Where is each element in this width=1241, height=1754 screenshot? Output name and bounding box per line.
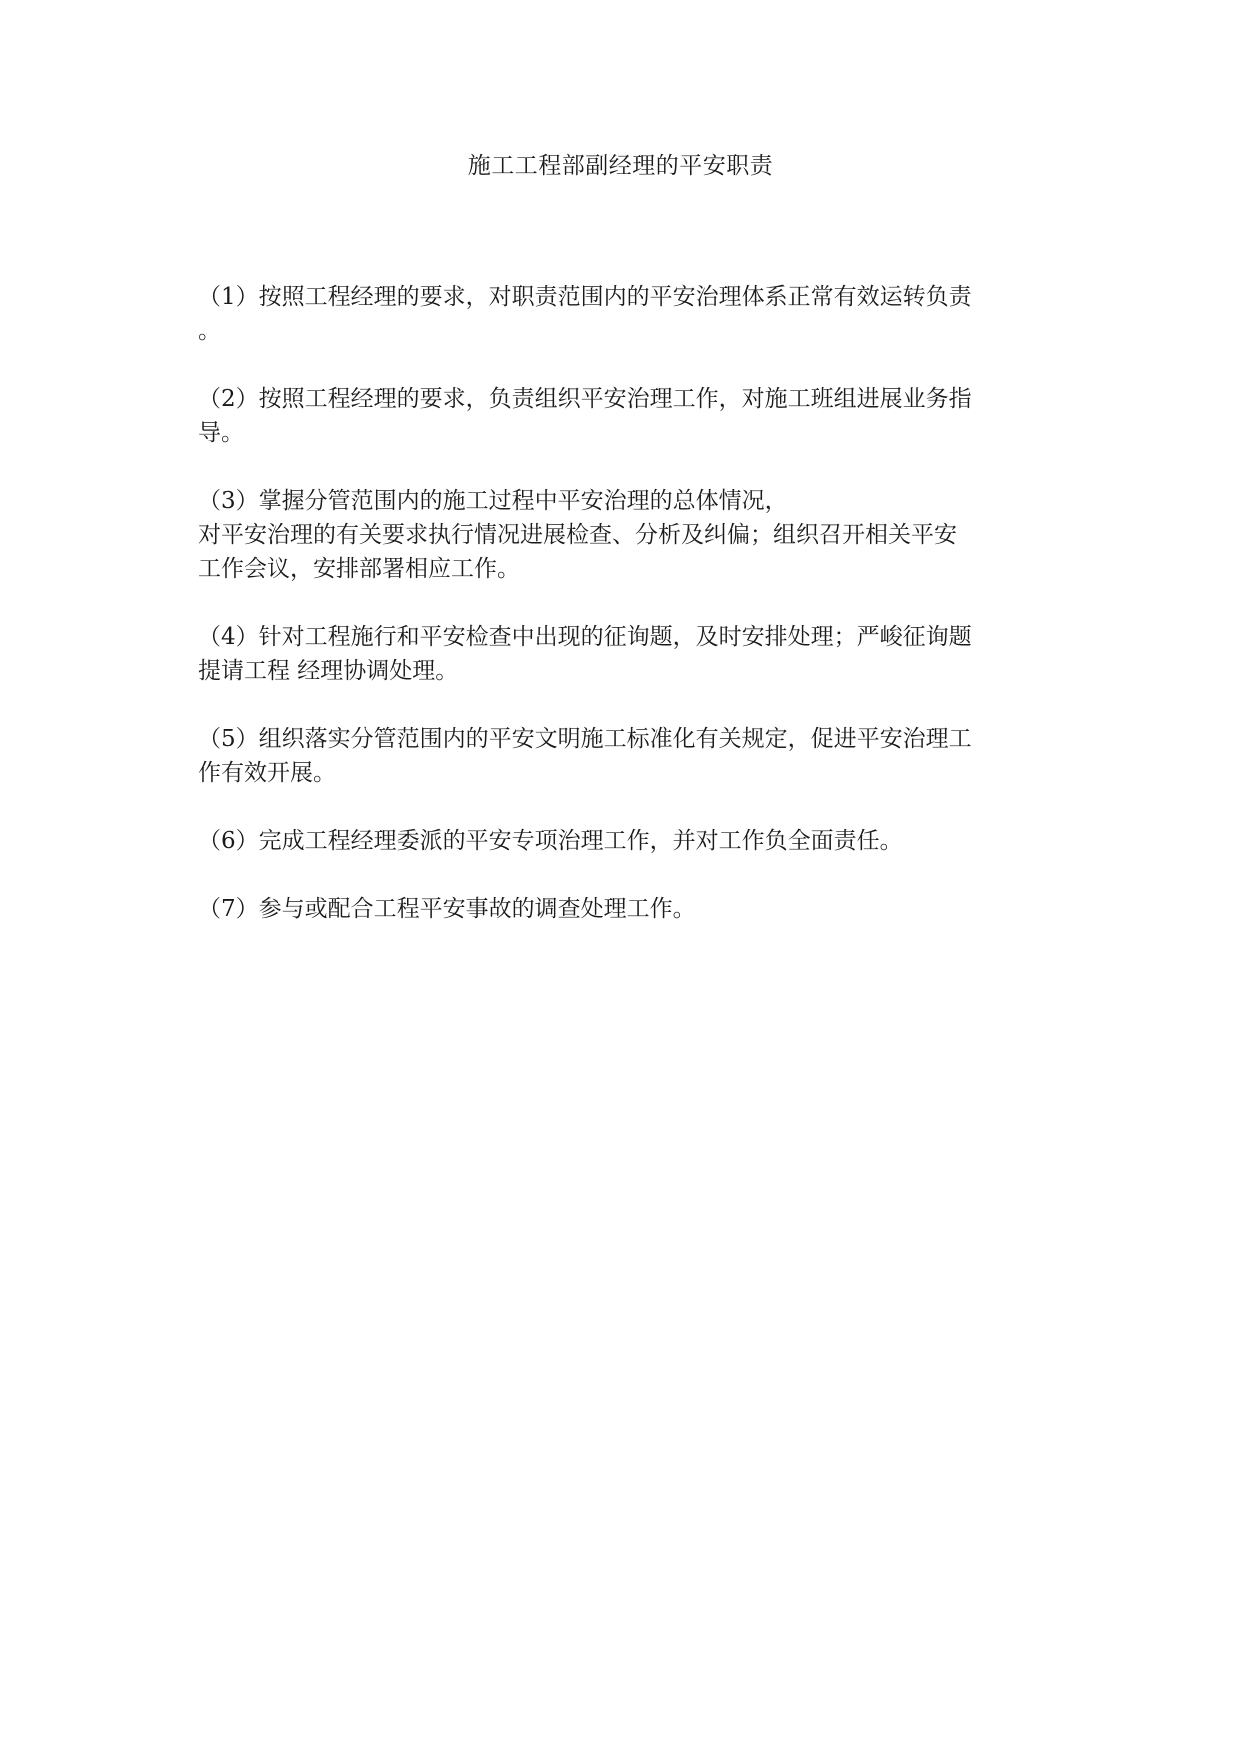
duty-item-6 [198, 824, 1048, 858]
duty-item-1 [198, 280, 1048, 348]
duty-item-2 [198, 382, 1048, 450]
duty-list [198, 280, 1048, 960]
duty-item-4 [198, 620, 1048, 688]
duty-item-6-line-1: （6）完成工程经理委派的平安专项治理工作，并对工作负全面责任。 [198, 828, 903, 854]
duty-item-3-line-2: 对平安治理的有关要求执行情况进展检查、分析及纠偏；组织召开相关平安 [198, 522, 957, 548]
duty-item-5-line-2: 作有效开展。 [198, 760, 336, 786]
duty-item-1-line-2: 。 [198, 318, 221, 344]
duty-item-7 [198, 892, 1048, 926]
duty-item-3-line-3: 工作会议，安排部署相应工作。 [198, 556, 520, 582]
duty-item-5 [198, 722, 1048, 790]
duty-item-3 [198, 484, 1048, 586]
duty-item-2-line-1: （2）按照工程经理的要求，负责组织平安治理工作，对施工班组进展业务指 [198, 386, 972, 412]
duty-item-7-line-1: （7）参与或配合工程平安事故的调查处理工作。 [198, 896, 696, 922]
duty-item-1-line-1: （1）按照工程经理的要求，对职责范围内的平安治理体系正常有效运转负责 [198, 284, 972, 310]
duty-item-5-line-1: （5）组织落实分管范围内的平安文明施工标准化有关规定，促进平安治理工 [198, 726, 972, 752]
duty-item-2-line-2: 导。 [198, 420, 244, 446]
duty-item-4-line-1: （4）针对工程施行和平安检查中出现的征询题，及时安排处理；严峻征询题 [198, 624, 972, 650]
duty-item-4-line-2: 提请工程 经理协调处理。 [198, 658, 459, 684]
duty-item-3-line-1: （3）掌握分管范围内的施工过程中平安治理的总体情况， [198, 488, 788, 514]
document-title: 施工工程部副经理的平安职责 [467, 153, 774, 179]
